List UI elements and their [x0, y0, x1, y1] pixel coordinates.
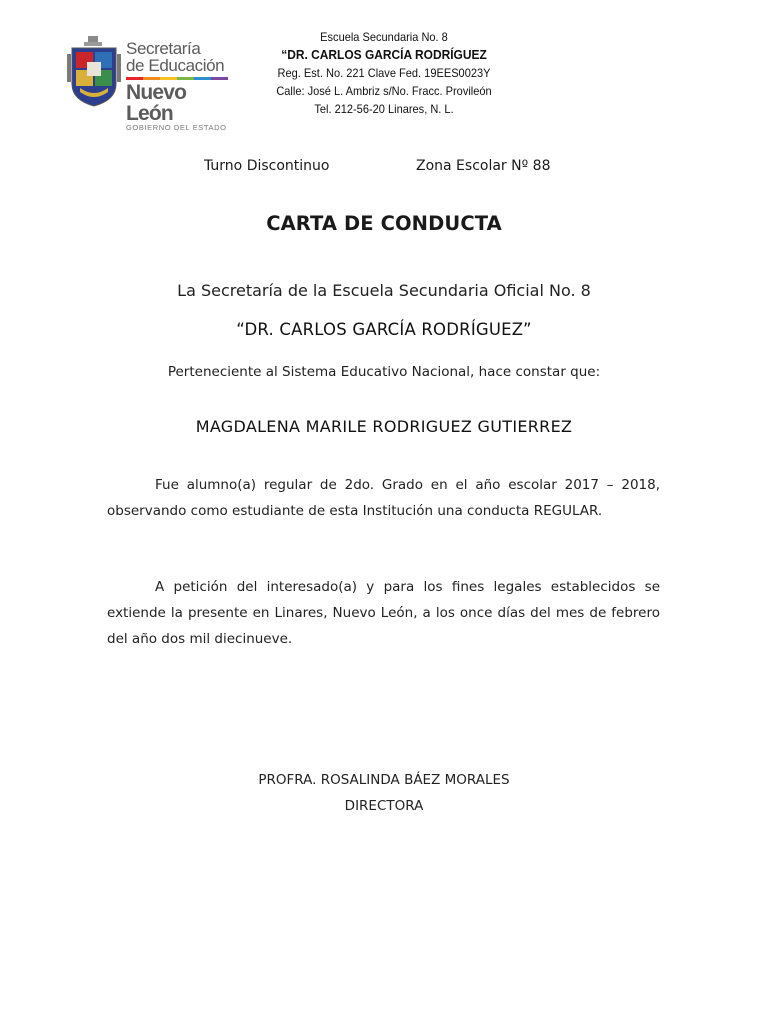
signatory-name: PROFRA. ROSALINDA BÁEZ MORALES — [258, 772, 510, 788]
paragraph-petition: A petición del interesado(a) y para los fines legales establecidos se extiende la presente en Linares, Nuevo León, a los once días del mes de febrero del año dos mil diecinueve. — [107, 579, 660, 647]
logo-gobierno: GOBIERNO DEL ESTADO — [126, 123, 227, 132]
school-registration: Reg. Est. No. 221 Clave Fed. 19EES0023Y — [277, 66, 491, 80]
state-coat-of-arms-icon — [66, 34, 122, 110]
logo-de-educacion: de Educación — [126, 56, 225, 75]
paragraph-conduct: Fue alumno(a) regular de 2do. Grado en el año escolar 2017 – 2018, observando como estudiante de esta Institución una conducta REGULAR. — [107, 477, 660, 519]
intro-school-name: “DR. CARLOS GARCÍA RODRÍGUEZ” — [236, 320, 532, 339]
school-header — [246, 28, 522, 118]
student-name: MAGDALENA MARILE RODRIGUEZ GUTIERREZ — [195, 417, 573, 436]
secretaria-logo — [66, 34, 236, 132]
turno-label: Turno Discontinuo — [204, 158, 330, 174]
logo-rainbow-bar — [126, 77, 228, 80]
school-name: “DR. CARLOS GARCÍA RODRÍGUEZ — [281, 47, 487, 62]
intro-perteneciente: Perteneciente al Sistema Educativo Nacional, hace constar que: — [167, 364, 601, 380]
school-phone: Tel. 212-56-20 Linares, N. L. — [314, 102, 454, 116]
zona-escolar-label: Zona Escolar Nº 88 — [416, 158, 551, 174]
document-title: CARTA DE CONDUCTA — [266, 212, 502, 235]
school-address: Calle: José L. Ambriz s/No. Fracc. Provileón — [276, 84, 492, 98]
signatory-role: DIRECTORA — [344, 798, 424, 814]
logo-secretaria: Secretaría — [126, 39, 201, 58]
school-number: Escuela Secundaria No. 8 — [320, 30, 448, 44]
intro-secretaria: La Secretaría de la Escuela Secundaria Oficial No. 8 — [177, 281, 591, 300]
logo-nuevo-leon: Nuevo León — [126, 81, 187, 125]
logo-wordmark — [126, 40, 238, 132]
